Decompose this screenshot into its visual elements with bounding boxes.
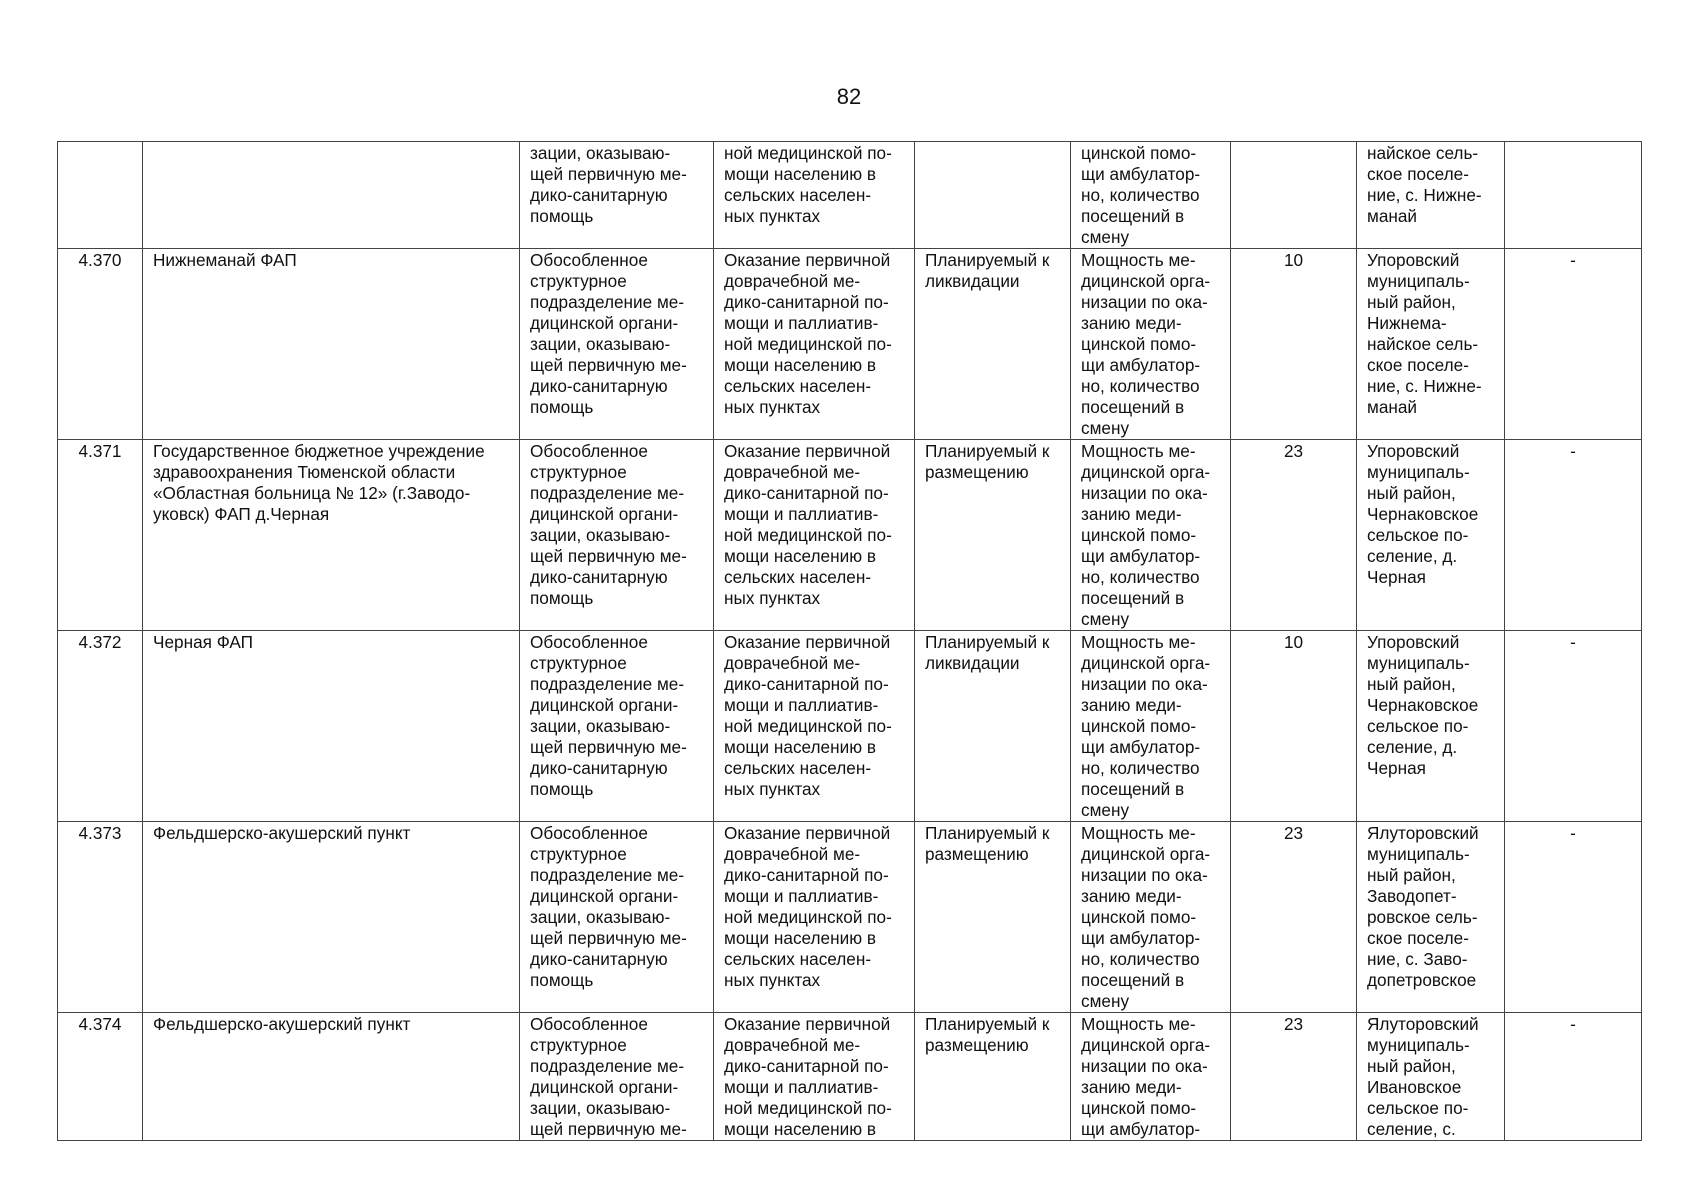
cell-status: Планируемый к размещению bbox=[915, 1013, 1071, 1141]
cell-status bbox=[915, 142, 1071, 249]
cell-status: Планируемый к ликвидации bbox=[915, 249, 1071, 440]
facilities-table bbox=[57, 141, 1642, 1141]
cell-number: 4.372 bbox=[58, 631, 143, 822]
cell-number bbox=[58, 142, 143, 249]
cell-capacity: 10 bbox=[1231, 249, 1357, 440]
cell-purpose: Оказание первичной доврачебной ме- дико-санитарной по- мощи и паллиатив- ной медицинской по- мощи населению в сельских населен- ных пунктах bbox=[714, 440, 915, 631]
cell-type: Обособленное структурное подразделение ме- дицинской органи- зации, оказываю- щей первичную ме- дико-санитарную помощь bbox=[520, 822, 714, 1013]
cell-name: Фельдшерско-акушерский пункт bbox=[143, 1013, 520, 1141]
cell-indicator: Мощность ме- дицинской орга- низации по ока- занию меди- цинской помо- щи амбулатор- bbox=[1071, 1013, 1231, 1141]
cell-number: 4.370 bbox=[58, 249, 143, 440]
cell-name: Государственное бюджетное учреждение здравоохранения Тюменской области «Областная больница № 12» (г.Заводо- уковск) ФАП д.Черная bbox=[143, 440, 520, 631]
cell-note: - bbox=[1505, 631, 1642, 822]
cell-number: 4.371 bbox=[58, 440, 143, 631]
table-row bbox=[58, 249, 1642, 440]
cell-purpose: Оказание первичной доврачебной ме- дико-санитарной по- мощи и паллиатив- ной медицинской по- мощи населению в сельских населен- ных пунктах bbox=[714, 249, 915, 440]
cell-capacity bbox=[1231, 142, 1357, 249]
cell-location: Упоровский муниципаль- ный район, Чернаковское сельское по- селение, д. Черная bbox=[1357, 631, 1505, 822]
cell-capacity: 23 bbox=[1231, 1013, 1357, 1141]
cell-indicator: Мощность ме- дицинской орга- низации по ока- занию меди- цинской помо- щи амбулатор- но, количество посещений в смену bbox=[1071, 440, 1231, 631]
cell-note: - bbox=[1505, 822, 1642, 1013]
cell-capacity: 23 bbox=[1231, 440, 1357, 631]
cell-name bbox=[143, 142, 520, 249]
cell-name: Фельдшерско-акушерский пункт bbox=[143, 822, 520, 1013]
cell-note: - bbox=[1505, 440, 1642, 631]
cell-note: - bbox=[1505, 249, 1642, 440]
cell-type: Обособленное структурное подразделение ме- дицинской органи- зации, оказываю- щей первичную ме- дико-санитарную помощь bbox=[520, 440, 714, 631]
cell-note bbox=[1505, 142, 1642, 249]
cell-name: Черная ФАП bbox=[143, 631, 520, 822]
cell-type: Обособленное структурное подразделение ме- дицинской органи- зации, оказываю- щей первичную ме- bbox=[520, 1013, 714, 1141]
page-number: 82 bbox=[836, 84, 862, 109]
cell-status: Планируемый к размещению bbox=[915, 440, 1071, 631]
cell-indicator: Мощность ме- дицинской орга- низации по ока- занию меди- цинской помо- щи амбулатор- но, количество посещений в смену bbox=[1071, 822, 1231, 1013]
cell-capacity: 23 bbox=[1231, 822, 1357, 1013]
table-row bbox=[58, 1013, 1642, 1141]
cell-purpose: Оказание первичной доврачебной ме- дико-санитарной по- мощи и паллиатив- ной медицинской по- мощи населению в bbox=[714, 1013, 915, 1141]
cell-type: Обособленное структурное подразделение ме- дицинской органи- зации, оказываю- щей первичную ме- дико-санитарную помощь bbox=[520, 249, 714, 440]
cell-indicator: Мощность ме- дицинской орга- низации по ока- занию меди- цинской помо- щи амбулатор- но, количество посещений в смену bbox=[1071, 249, 1231, 440]
cell-name: Нижнеманай ФАП bbox=[143, 249, 520, 440]
cell-number: 4.373 bbox=[58, 822, 143, 1013]
cell-purpose: Оказание первичной доврачебной ме- дико-санитарной по- мощи и паллиатив- ной медицинской по- мощи населению в сельских населен- ных пунктах bbox=[714, 822, 915, 1013]
table-row bbox=[58, 631, 1642, 822]
cell-type: зации, оказываю- щей первичную ме- дико-санитарную помощь bbox=[520, 142, 714, 249]
table-row bbox=[58, 822, 1642, 1013]
cell-capacity: 10 bbox=[1231, 631, 1357, 822]
table-row bbox=[58, 142, 1642, 249]
cell-indicator: цинской помо- щи амбулатор- но, количество посещений в смену bbox=[1071, 142, 1231, 249]
cell-number: 4.374 bbox=[58, 1013, 143, 1141]
table-row bbox=[58, 440, 1642, 631]
cell-location: Упоровский муниципаль- ный район, Чернаковское сельское по- селение, д. Черная bbox=[1357, 440, 1505, 631]
cell-indicator: Мощность ме- дицинской орга- низации по ока- занию меди- цинской помо- щи амбулатор- но, количество посещений в смену bbox=[1071, 631, 1231, 822]
cell-note: - bbox=[1505, 1013, 1642, 1141]
cell-location: Упоровский муниципаль- ный район, Нижнема- найское сель- ское поселе- ние, с. Нижне- манай bbox=[1357, 249, 1505, 440]
cell-location: Ялуторовский муниципаль- ный район, Заводопет- ровское сель- ское поселе- ние, с. Заво- допетровское bbox=[1357, 822, 1505, 1013]
cell-location: Ялуторовский муниципаль- ный район, Ивановское сельское по- селение, с. bbox=[1357, 1013, 1505, 1141]
cell-type: Обособленное структурное подразделение ме- дицинской органи- зации, оказываю- щей первичную ме- дико-санитарную помощь bbox=[520, 631, 714, 822]
cell-status: Планируемый к ликвидации bbox=[915, 631, 1071, 822]
cell-location: найское сель- ское поселе- ние, с. Нижне- манай bbox=[1357, 142, 1505, 249]
cell-purpose: ной медицинской по- мощи населению в сельских населен- ных пунктах bbox=[714, 142, 915, 249]
cell-status: Планируемый к размещению bbox=[915, 822, 1071, 1013]
cell-purpose: Оказание первичной доврачебной ме- дико-санитарной по- мощи и паллиатив- ной медицинской по- мощи населению в сельских населен- ных пунктах bbox=[714, 631, 915, 822]
